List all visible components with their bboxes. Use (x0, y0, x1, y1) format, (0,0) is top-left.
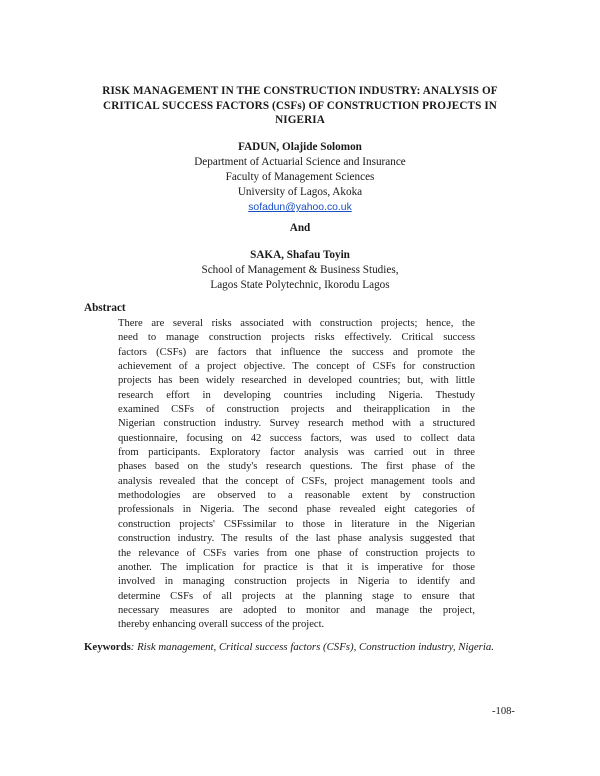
abstract-line: examined CSFs of construction projects and theirapplication in the (118, 404, 475, 416)
abstract-line: from participants. Exploratory factor analysis was carried out in three (118, 447, 475, 459)
abstract-line: the relevance of CSFs varies from one phase of construction projects to (118, 547, 475, 559)
abstract-line: methodologies are observed to a reasonable extent by construction (118, 490, 475, 502)
author-1-faculty: Faculty of Management Sciences (225, 171, 375, 183)
abstract-line: projects has been widely researched in developed countries; but, with little (118, 375, 475, 387)
paper-title (80, 84, 520, 128)
author-1-name: FADUN, Olajide Solomon (238, 141, 362, 153)
abstract-line: construction projects' CSFssimilar to those in literature in the Nigerian (118, 518, 475, 530)
abstract-line: research effort in developing countries including Nigeria. Thestudy (118, 389, 475, 401)
author-2-name: SAKA, Shafau Toyin (250, 249, 350, 261)
abstract-heading: Abstract (84, 302, 126, 314)
abstract-line: involved in managing construction projects in Nigeria to identify and (118, 576, 475, 588)
author-1-email-link[interactable]: sofadun@yahoo.co.uk (248, 202, 352, 213)
keywords-label: Keywords (84, 641, 131, 653)
author-1-department: Department of Actuarial Science and Insurance (194, 156, 406, 168)
author-1-block (120, 140, 480, 215)
abstract-line: construction industry. The results of the last phase analysis suggested that (118, 533, 475, 545)
and-separator: And (289, 222, 311, 234)
abstract-line: factors (CSFs) are factors that influence the success and promote the (118, 346, 475, 358)
abstract-line: determine CSFs of all projects at the planning stage to ensure that (118, 590, 475, 602)
author-2-block (120, 248, 480, 293)
author-1-university: University of Lagos, Akoka (237, 186, 363, 198)
keywords-section (84, 640, 504, 655)
abstract-line: questionnaire, focusing on 42 success factors, was used to collect data (118, 432, 475, 444)
abstract-line: analysis revealed that the concept of CSFs, project management tools and (118, 475, 475, 487)
abstract-line: another. The implication for practice is that it is imperative for those (118, 561, 475, 573)
abstract-body (118, 317, 475, 633)
abstract-line: There are several risks associated with construction projects; hence, the (118, 318, 475, 329)
title-line-1: RISK MANAGEMENT IN THE CONSTRUCTION INDUSTRY: ANALYSIS OF (102, 85, 498, 97)
title-line-2: CRITICAL SUCCESS FACTORS (CSFs) OF CONSTRUCTION PROJECTS IN (103, 99, 497, 112)
abstract-line: need to manage construction projects risks effectively. Critical success (118, 332, 475, 344)
title-line-3: NIGERIA (275, 114, 325, 126)
abstract-line: necessary measures are adopted to monitor and manage the project, (118, 604, 475, 616)
page-number: -108- (492, 706, 515, 717)
abstract-line: phases based on the study's research questions. The first phase of the (118, 461, 475, 473)
author-2-school: School of Management & Business Studies, (201, 264, 399, 276)
abstract-line: achievement of a project objective. The concept of CSFs for construction (118, 361, 475, 373)
keywords-text: : Risk management, Critical success factors (CSFs), Construction industry, Nigeria. (130, 641, 494, 653)
abstract-line: professionals in Nigeria. The second phase revealed eight categories of (118, 504, 475, 516)
abstract-line: Nigerian construction industry. Survey research method with a structured (118, 418, 475, 430)
author-2-institution: Lagos State Polytechnic, Ikorodu Lagos (210, 279, 390, 291)
abstract-line: thereby enhancing overall success of the project. (118, 619, 325, 631)
